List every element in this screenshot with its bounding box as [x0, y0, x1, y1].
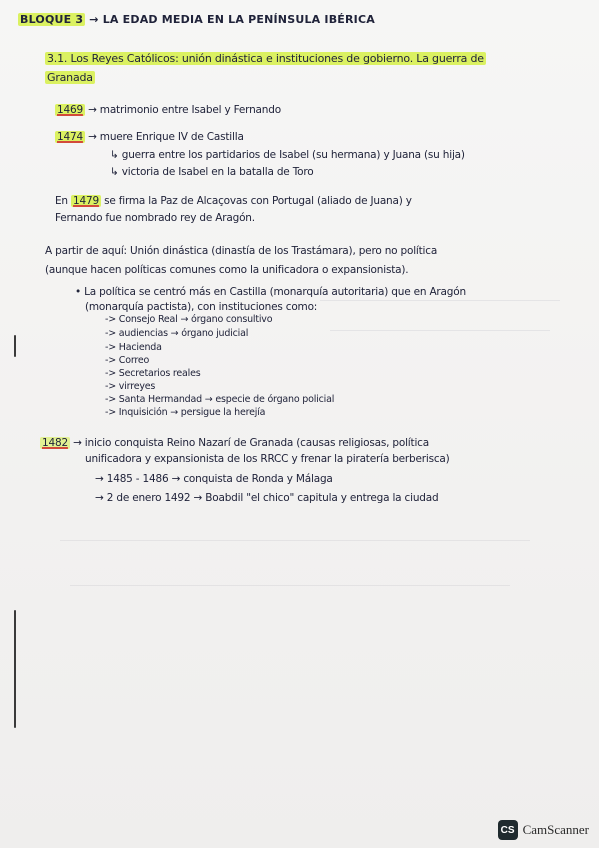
para-prefix: En: [55, 195, 68, 207]
bleed-through-line: [60, 540, 530, 541]
event-year: 1469: [57, 104, 83, 116]
para-text: → inicio conquista Reino Nazarí de Granada (causas religiosas, política: [73, 437, 429, 449]
conquest-item: → 1485 - 1486 → conquista de Ronda y Málaga: [95, 473, 333, 485]
para-union: [45, 245, 437, 257]
institution-item: -> Correo: [105, 355, 150, 366]
section-heading-cont: [45, 71, 95, 84]
para-1482-line2: [85, 453, 450, 465]
institution-item: -> Inquisición → persigue la herejía: [105, 407, 266, 418]
event-1474: [55, 131, 244, 143]
institution-item: -> Santa Hermandad → especie de órgano policial: [105, 394, 335, 405]
margin-mark: [14, 335, 16, 357]
sub-item-1474: [110, 149, 465, 161]
block-title: → LA EDAD MEDIA EN LA PENÍNSULA IBÉRICA: [89, 13, 375, 26]
para-text: (aunque hacen políticas comunes como la unificadora o expansionista).: [45, 264, 409, 276]
para-text: unificadora y expansionista de los RRCC y frenar la piratería berberisca): [85, 453, 450, 465]
sub-item-text: ↳ victoria de Isabel en la batalla de Toro: [110, 166, 314, 178]
event-1469: [55, 104, 281, 116]
bleed-through-line: [330, 330, 550, 331]
para-1479: [55, 195, 412, 207]
institution-item: -> Secretarios reales: [105, 368, 201, 379]
para-1479-line2: [55, 212, 255, 224]
margin-mark: [14, 610, 16, 728]
para-1482: [40, 437, 429, 449]
institution-item: -> Hacienda: [105, 342, 162, 353]
section-heading: [45, 52, 486, 65]
event-year: 1474: [57, 131, 83, 143]
institution-item: -> audiencias → órgano judicial: [105, 328, 249, 339]
event-text: → muere Enrique IV de Castilla: [88, 131, 244, 143]
bleed-through-line: [320, 300, 560, 301]
block-heading: [18, 13, 375, 26]
block-label: BLOQUE 3: [20, 13, 84, 26]
policy-line: [85, 301, 317, 313]
para-text: A partir de aquí: Unión dinástica (dinastía de los Trastámara), pero no política: [45, 245, 438, 257]
event-text: → matrimonio entre Isabel y Fernando: [88, 104, 281, 116]
para-text: se firma la Paz de Alcaçovas con Portugal (aliado de Juana) y: [104, 195, 412, 207]
camscanner-watermark: [498, 820, 589, 840]
para-union-line2: [45, 264, 408, 276]
institution-item: -> virreyes: [105, 381, 156, 392]
institution-item: -> Consejo Real → órgano consultivo: [105, 314, 273, 325]
sub-item-text: ↳ guerra entre los partidarios de Isabel (su hermana) y Juana (su hija): [110, 149, 465, 161]
bleed-through-line: [70, 585, 510, 586]
para-year: 1479: [73, 195, 99, 207]
policy-text: (monarquía pactista), con instituciones como:: [85, 301, 318, 313]
conquest-item: → 2 de enero 1492 → Boabdil "el chico" capitula y entrega la ciudad: [95, 492, 439, 504]
section-heading-line1: 3.1. Los Reyes Católicos: unión dinástica e instituciones de gobierno. La guerra de: [47, 52, 484, 65]
para-year: 1482: [42, 437, 68, 449]
para-text: Fernando fue nombrado rey de Aragón.: [55, 212, 255, 224]
policy-line: [75, 286, 466, 298]
camscanner-brand: CamScanner: [522, 822, 589, 837]
policy-text: • La política se centró más en Castilla (monarquía autoritaria) que en Aragón: [75, 286, 466, 298]
camscanner-logo-icon: CS: [498, 820, 518, 840]
sub-item-1474: [110, 166, 313, 178]
section-heading-line2: Granada: [47, 71, 93, 84]
